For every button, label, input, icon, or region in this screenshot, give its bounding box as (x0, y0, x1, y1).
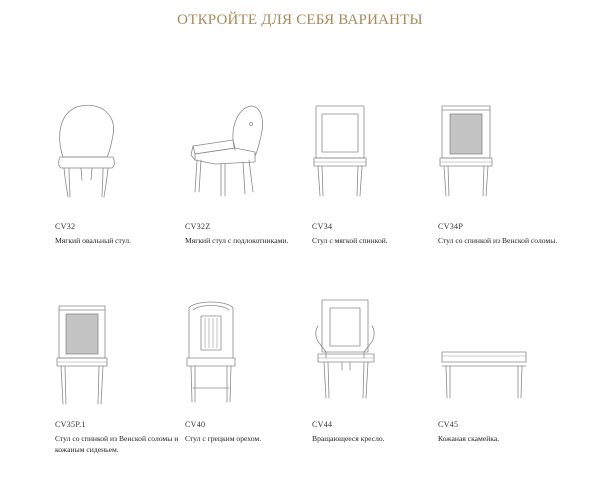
cane-back-leather-chair-icon (55, 300, 115, 410)
cane-back-chair-icon (438, 100, 498, 200)
product-card-cv34[interactable] (312, 100, 438, 250)
armchair-icon (185, 100, 265, 200)
item-code: CV40 (185, 420, 206, 429)
item-code: CV32Z (185, 222, 211, 231)
item-description: Кожаная скамейка. (438, 434, 500, 443)
product-card-cv45[interactable] (438, 296, 564, 456)
product-card-cv40[interactable] (185, 298, 311, 458)
walnut-chair-icon (185, 298, 245, 408)
item-description: Стул со спинкой из Венской соломы. (438, 236, 558, 245)
item-description: Вращающееся кресло. (312, 434, 385, 443)
product-card-cv32[interactable] (55, 100, 181, 250)
item-code: CV44 (312, 420, 333, 429)
leather-bench-icon (438, 296, 530, 406)
item-description: Стул с мягкой спинкой. (312, 236, 388, 245)
item-code: CV35P.1 (55, 420, 86, 429)
oval-chair-icon (55, 100, 125, 200)
product-card-cv44[interactable] (312, 296, 438, 456)
product-card-cv32z[interactable] (185, 100, 311, 260)
item-code: CV34 (312, 222, 333, 231)
item-code: CV34P (438, 222, 464, 231)
item-description: Мягкий стул с подлокотниками. (185, 236, 289, 245)
item-description: Стул с грецким орехом. (185, 434, 262, 443)
swivel-armchair-icon (312, 296, 382, 406)
upholstered-back-chair-icon (312, 100, 372, 200)
item-description: Стул со спинкой из Венской соломы и кожаным сиденьем. (55, 434, 179, 454)
item-code: CV32 (55, 222, 76, 231)
item-code: CV45 (438, 420, 459, 429)
item-description: Мягкий овальный стул. (55, 236, 131, 245)
page-title: ОТКРОЙТЕ ДЛЯ СЕБЯ ВАРИАНТЫ (177, 12, 423, 28)
product-card-cv34p[interactable] (438, 100, 564, 260)
product-card-cv35p1[interactable] (55, 300, 181, 460)
